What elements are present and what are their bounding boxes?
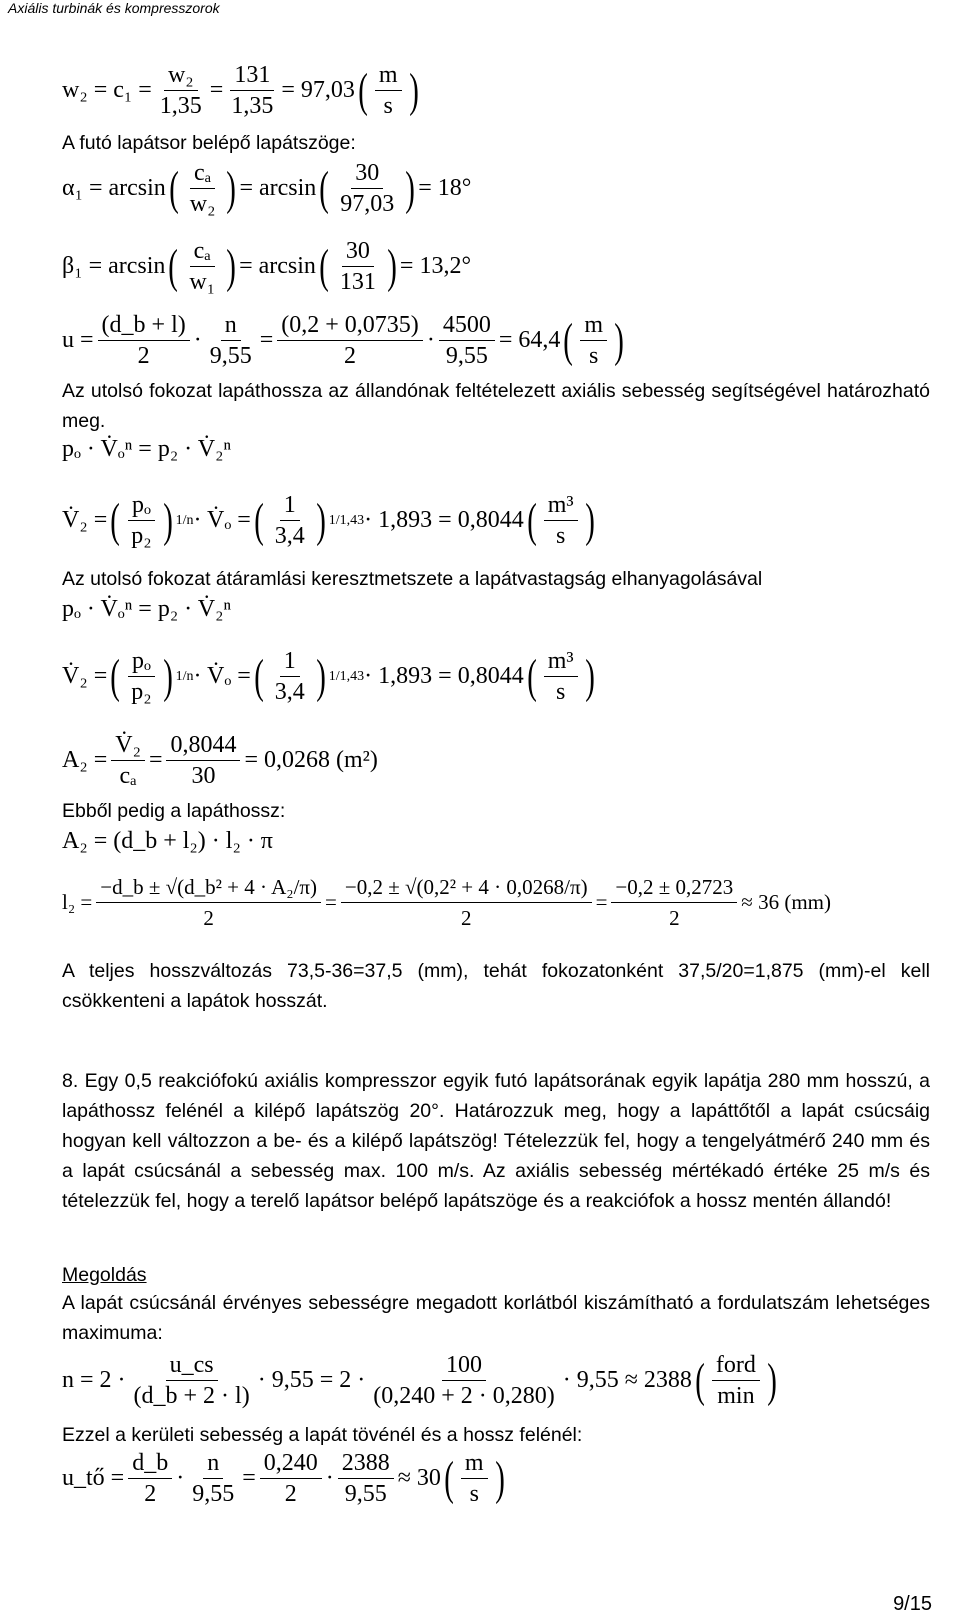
right-paren: ) bbox=[584, 649, 595, 703]
result: = 97,03 bbox=[281, 77, 355, 103]
numerator: 4500 bbox=[439, 310, 495, 341]
denominator: s bbox=[555, 679, 566, 705]
left-paren: ( bbox=[110, 649, 121, 703]
right-paren: ) bbox=[315, 649, 326, 703]
equation-pv-1: pₒ · V̇ₒⁿ = p₂ · V̇₂ⁿ bbox=[62, 436, 231, 462]
eq-lhs: u = bbox=[62, 327, 94, 353]
left-paren: ( bbox=[563, 313, 574, 367]
eq-lhs: A₂ = bbox=[62, 747, 108, 773]
left-paren: ( bbox=[319, 239, 329, 293]
numerator: m bbox=[375, 60, 402, 91]
exponent: 1/1,43 bbox=[328, 512, 365, 528]
numerator: 30 bbox=[342, 236, 374, 267]
denominator: min bbox=[717, 1383, 755, 1409]
right-paren: ) bbox=[614, 313, 624, 367]
numerator: 131 bbox=[230, 60, 274, 91]
fraction bbox=[341, 872, 592, 933]
fraction bbox=[98, 310, 190, 371]
right-paren: ) bbox=[767, 1353, 777, 1407]
equation-a2 bbox=[62, 730, 378, 791]
equation-w2 bbox=[62, 60, 422, 121]
result: · 9,55 ≈ 2388 bbox=[562, 1367, 692, 1393]
equation-beta bbox=[62, 236, 471, 297]
fraction bbox=[111, 730, 145, 791]
equation-pv-2: pₒ · V̇ₒⁿ = p₂ · V̇₂ⁿ bbox=[62, 596, 231, 622]
unit-fraction bbox=[544, 490, 578, 551]
denominator: 9,55 bbox=[445, 343, 488, 369]
numerator: ford bbox=[712, 1350, 760, 1381]
left-paren: ( bbox=[526, 493, 537, 547]
paragraph-7: A lapát csúcsánál érvényes sebességre megadott korlátból kiszámítható a fordulatszám lehetséges maximuma: bbox=[62, 1292, 930, 1344]
numerator: 0,8044 bbox=[166, 730, 240, 761]
denominator: 9,55 bbox=[344, 1481, 387, 1507]
fraction bbox=[127, 646, 155, 707]
eq-mid: · V̇ₒ = bbox=[193, 507, 251, 533]
numerator: −0,2 ± 0,2723 bbox=[611, 872, 737, 903]
fraction bbox=[128, 1448, 172, 1509]
denominator: s bbox=[383, 93, 393, 119]
paragraph-3: Az utolsó fokozat átáramlási keresztmetszete a lapátvastagság elhanyagolásával bbox=[62, 568, 763, 590]
equation-ut: u_tő = $\frac{d\_b}{2}$ · $\frac{n}{9,55}$ = $\frac{0,240}{2}$ · $\frac{2388}{9,55}$ ≈ 30 ( $\frac{m}{s}$ ) bbox=[62, 1450, 505, 1507]
unit-fraction bbox=[544, 646, 578, 707]
fraction bbox=[130, 1350, 254, 1411]
problem-8: 8. Egy 0,5 reakciófokú axiális kompresszor egyik futó lapátsorának egyik lapátja 280 mm hosszú, a lapáthossz felénél a kilépő lapátszög 20°. Határozzuk meg, hogy a lapáttőtől a lapát csúcsáig hogyan kell változzon a be- és a kilépő lapátszög! Tételezzük fel, hogy a tengelyátmérő 240 mm és a lapát csúcsánál a sebesség max. 100 m/s. Az axiális sebesség mértékadó értéke 25 m/s és tételezzük fel, hogy a terelő lapátsor belépő lapátszöge és a reakciófok a hossz mentén állandó! bbox=[62, 1070, 930, 1212]
exponent: 1/n bbox=[175, 668, 194, 684]
numerator: u_cs bbox=[166, 1350, 218, 1381]
numerator: 1 bbox=[280, 490, 300, 521]
right-paren: ) bbox=[584, 493, 595, 547]
result: · 1,893 = 0,8044 bbox=[364, 507, 524, 533]
equation-a2-b: A₂ = (d_b + l₂) · l₂ · π bbox=[62, 828, 273, 854]
fraction bbox=[227, 60, 277, 121]
left-paren: ( bbox=[358, 63, 368, 117]
eq-lhs: w₂ = c₁ = bbox=[62, 77, 152, 103]
numerator: pₒ bbox=[128, 646, 155, 677]
left-paren: ( bbox=[254, 493, 264, 547]
eq-mid: · 9,55 = 2 · bbox=[257, 1367, 366, 1393]
numerator: m bbox=[461, 1448, 488, 1479]
running-header: Axiális turbinák és kompresszorok bbox=[8, 0, 220, 16]
right-paren: ) bbox=[405, 161, 416, 215]
denominator: 9,55 bbox=[192, 1481, 235, 1507]
numerator: m³ bbox=[544, 490, 578, 521]
fraction bbox=[439, 310, 495, 371]
numerator: 1 bbox=[280, 646, 300, 677]
left-paren: ( bbox=[526, 649, 537, 703]
denominator: 9,55 bbox=[209, 343, 252, 369]
fraction bbox=[186, 158, 220, 219]
numerator: 0,240 bbox=[260, 1448, 322, 1479]
eq-lhs: V̇₂ = bbox=[62, 507, 108, 533]
fraction bbox=[338, 1448, 394, 1509]
result: ≈ 30 bbox=[397, 1465, 441, 1491]
fraction bbox=[611, 872, 737, 933]
denominator: 2 bbox=[144, 1481, 157, 1507]
denominator: cₐ bbox=[119, 763, 137, 789]
paragraph-2: Az utolsó fokozat lapáthossza az állandónak feltételezett axiális sebesség segítségével határozható meg. bbox=[62, 380, 930, 432]
numerator: V̇₂ bbox=[111, 730, 145, 761]
denominator: p₂ bbox=[131, 523, 152, 549]
numerator: n bbox=[203, 1448, 223, 1479]
denominator: (0,240 + 2 · 0,280) bbox=[373, 1383, 555, 1409]
numerator: −d_b ± √(d_b² + 4 · A₂/π) bbox=[96, 872, 321, 903]
numerator: 2388 bbox=[338, 1448, 394, 1479]
fraction bbox=[206, 310, 256, 371]
denominator: w₁ bbox=[189, 269, 216, 295]
numerator: d_b bbox=[128, 1448, 172, 1479]
fraction bbox=[336, 158, 398, 219]
equation-u: u = $\frac{(d\_b + l)}{2}$ · $\frac{n}{9,55}$ = $\frac{(0,2 + 0,0735)}{2}$ · $\frac{4500}{9,55}$ = 64,4 ( $\frac{m}{s}$ ) bbox=[62, 312, 624, 369]
fraction bbox=[127, 490, 155, 551]
unit-fraction bbox=[461, 1448, 488, 1509]
page-number: 9/15 bbox=[893, 1593, 932, 1615]
left-paren: ( bbox=[444, 1451, 454, 1505]
denominator: 2 bbox=[284, 1481, 297, 1507]
right-paren: ) bbox=[226, 239, 236, 293]
fraction bbox=[185, 236, 219, 297]
eq-lhs: l₂ = bbox=[62, 890, 93, 914]
fraction bbox=[271, 646, 309, 707]
left-paren: ( bbox=[319, 161, 330, 215]
denominator: 1,35 bbox=[231, 93, 274, 119]
fraction bbox=[188, 1448, 238, 1509]
fraction bbox=[166, 730, 240, 791]
equals-sign: = bbox=[148, 747, 163, 773]
right-paren: ) bbox=[387, 239, 397, 293]
denominator: 2 bbox=[137, 343, 150, 369]
equation-v2-a bbox=[62, 490, 598, 551]
numerator: (d_b + l) bbox=[98, 310, 190, 341]
eq-lhs: n = 2 · bbox=[62, 1367, 126, 1393]
denominator: 2 bbox=[344, 343, 357, 369]
equation-alpha bbox=[62, 158, 471, 219]
right-paren: ) bbox=[162, 649, 173, 703]
denominator: 1,35 bbox=[159, 93, 202, 119]
denominator: s bbox=[589, 343, 599, 369]
result: · 1,893 = 0,8044 bbox=[364, 663, 524, 689]
unit-fraction bbox=[580, 310, 607, 371]
denominator: 3,4 bbox=[274, 523, 305, 549]
result: = 64,4 bbox=[498, 327, 561, 353]
numerator: m³ bbox=[544, 646, 578, 677]
numerator: 100 bbox=[442, 1350, 486, 1381]
fraction bbox=[271, 490, 309, 551]
denominator: s bbox=[469, 1481, 479, 1507]
eq-lhs: V̇₂ = bbox=[62, 663, 108, 689]
fraction bbox=[260, 1448, 322, 1509]
paragraph-5: A teljes hosszváltozás 73,5-36=37,5 (mm), tehát fokozatonként 37,5/20=1,875 (mm)-el kell csökkenteni a lapátok hosszát. bbox=[62, 960, 930, 1012]
fraction bbox=[336, 236, 380, 297]
equation-v2-b bbox=[62, 646, 598, 707]
equation-l2: l₂ = $\frac{\text{−d\_b ± √(d\_b² + 4 · A₂/π)}}{2}$ = $\frac{\text{−0,2 ± √(0,2² + 4 · 0,0268/π)}}{2}$ = $\frac{-0,2 \pm 0,2723}{2}$ ≈ 36 (mm) bbox=[62, 872, 831, 933]
left-paren: ( bbox=[695, 1353, 705, 1407]
numerator: cₐ bbox=[190, 236, 215, 267]
unit-fraction bbox=[375, 60, 402, 121]
eq-mid: = arcsin bbox=[239, 175, 317, 201]
paragraph-1: A futó lapátsor belépő lapátszöge: bbox=[62, 132, 356, 154]
denominator: p₂ bbox=[131, 679, 152, 705]
paragraph-8: Ezzel a kerületi sebesség a lapát tövénél és a hossz felénél: bbox=[62, 1424, 583, 1446]
fraction bbox=[369, 1350, 559, 1411]
equals-sign: = bbox=[209, 77, 224, 103]
denominator: 2 bbox=[203, 906, 214, 930]
denominator: 2 bbox=[669, 906, 680, 930]
fraction bbox=[156, 60, 206, 121]
left-paren: ( bbox=[168, 239, 179, 293]
eq-lhs: β₁ = arcsin bbox=[62, 253, 166, 279]
exponent: 1/n bbox=[175, 512, 194, 528]
result: = 13,2° bbox=[399, 253, 472, 279]
paragraph-4: Ebből pedig a lapáthossz: bbox=[62, 800, 286, 822]
eq-lhs: α₁ = arcsin bbox=[62, 175, 166, 201]
denominator: 30 bbox=[191, 763, 216, 789]
fraction bbox=[96, 872, 321, 933]
solution-heading: Megoldás bbox=[62, 1264, 147, 1286]
numerator: −0,2 ± √(0,2² + 4 · 0,0268/π) bbox=[341, 872, 592, 903]
numerator: (0,2 + 0,0735) bbox=[277, 310, 423, 341]
numerator: cₐ bbox=[190, 158, 215, 189]
numerator: 30 bbox=[351, 158, 383, 189]
equation-n bbox=[62, 1350, 780, 1411]
right-paren: ) bbox=[408, 63, 419, 117]
unit-fraction bbox=[712, 1350, 760, 1411]
numerator: m bbox=[580, 310, 607, 341]
denominator: 97,03 bbox=[340, 191, 395, 217]
denominator: (d_b + 2 · l) bbox=[133, 1383, 250, 1409]
numerator: n bbox=[221, 310, 241, 341]
denominator: 131 bbox=[339, 269, 376, 295]
right-paren: ) bbox=[494, 1451, 505, 1505]
eq-mid: = arcsin bbox=[239, 253, 316, 279]
right-paren: ) bbox=[315, 493, 326, 547]
numerator: w₂ bbox=[164, 60, 198, 91]
result: = 0,0268 (m²) bbox=[244, 747, 378, 773]
right-paren: ) bbox=[226, 161, 237, 215]
numerator: pₒ bbox=[128, 490, 155, 521]
exponent: 1/1,43 bbox=[328, 668, 365, 684]
left-paren: ( bbox=[168, 161, 179, 215]
result: = 18° bbox=[418, 175, 472, 201]
right-paren: ) bbox=[162, 493, 173, 547]
fraction bbox=[277, 310, 423, 371]
denominator: 2 bbox=[460, 906, 472, 930]
eq-mid: · V̇ₒ = bbox=[193, 663, 251, 689]
result: ≈ 36 (mm) bbox=[741, 890, 831, 914]
denominator: w₂ bbox=[189, 191, 216, 217]
denominator: 3,4 bbox=[274, 679, 305, 705]
eq-lhs: u_tő = bbox=[62, 1465, 125, 1491]
left-paren: ( bbox=[254, 649, 264, 703]
denominator: s bbox=[555, 523, 566, 549]
left-paren: ( bbox=[110, 493, 121, 547]
